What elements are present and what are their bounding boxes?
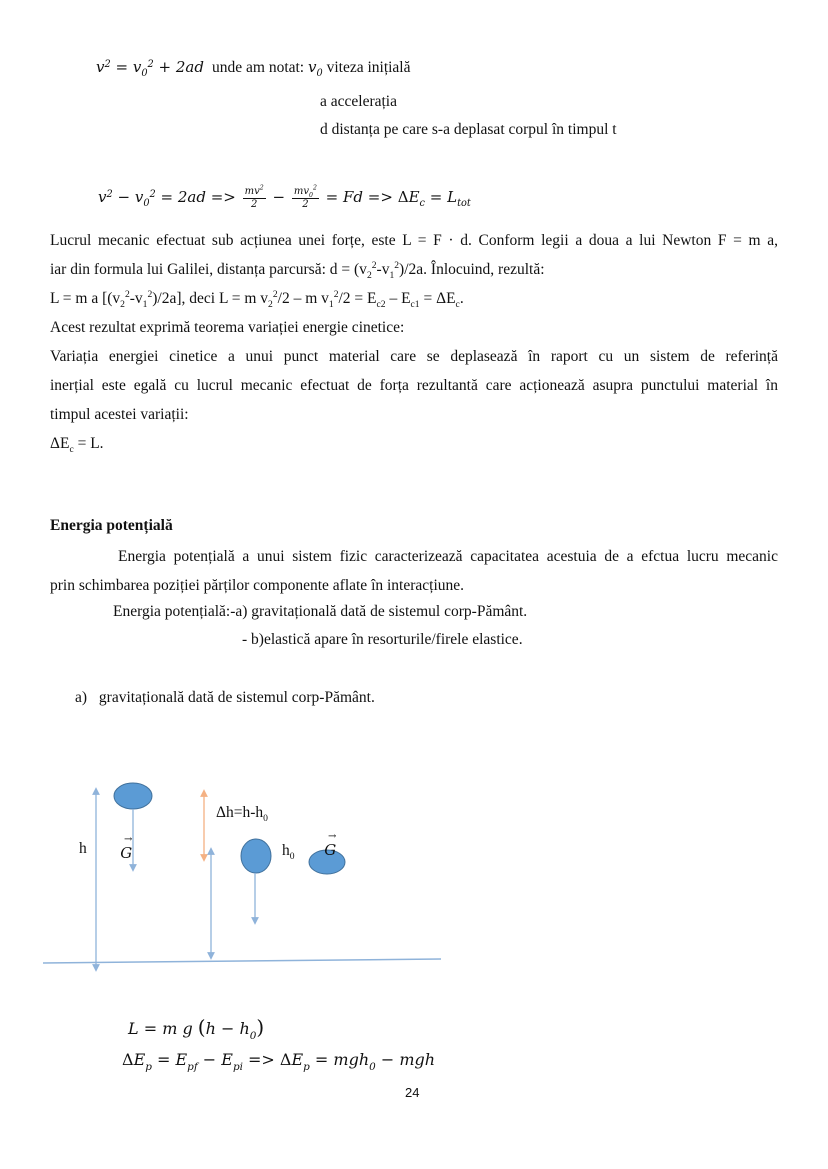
potential-intro-line-1: Energia potențială a unui sistem fizic caracterizează capacitatea acestuia de a efctua lucru mecanic	[118, 548, 778, 565]
ball-initial	[114, 783, 152, 809]
list-item-text: gravitațională dată de sistemul corp-Pământ.	[98, 689, 375, 706]
theorem-line-2: inerțial este egală cu lucrul mecanic efectuat de forța rezultantă care acționează asupra punctului material în	[50, 377, 778, 394]
ball-final	[241, 839, 271, 873]
theorem-line-3: timpul acestei variații:	[50, 406, 189, 423]
label-h: h	[79, 840, 87, 857]
theorem-result: $\Delta E_c = L$.	[50, 435, 104, 456]
notation-distance: d distanța pe care s-a deplasat corpul în timpul t	[320, 121, 617, 138]
equation-work-gravity: L = m g $(h - h_0)$	[128, 1015, 265, 1042]
equation-delta-potential: $\Delta E_p = E_{pf} - E_{pi} => \Delta E_p = mgh_0$ − mgh	[122, 1050, 436, 1073]
work-line-3: L = m a $[(v_2^2-v_1^2)/2a]$, deci L = m $v_2^2/2$ – m $v_1^2/2 = E_{c2} - E_{c1} = \Delta E_c$.	[50, 288, 464, 311]
work-line-4: Acest rezultat exprimă teorema variației energie cinetice:	[50, 319, 405, 336]
label-gravity-vector-2: → G	[324, 831, 337, 859]
list-marker: a)	[75, 689, 88, 706]
equation-v-squared: $v^2 = v_0^2 + 2ad$	[96, 58, 204, 80]
ground-line	[43, 959, 441, 963]
work-line-2: iar din formula lui Galilei, distanța parcursă: $d = (v_2^2-v_1^2)/2a$. Înlocuind, rezultă:	[50, 259, 545, 282]
work-line-1: Lucrul mecanic efectuat sub acțiunea unei forțe, este L = F · d. Conform legii a doua a lui Newton F = m a,	[50, 232, 778, 249]
equation-suffix: unde am notat: $v_0$ viteza inițială	[212, 58, 411, 80]
potential-types-line-2: - b)elastică apare în resorturile/firele elastice.	[242, 631, 523, 648]
potential-types-line-1: Energia potențială:-a) gravitațională dată de sistemul corp-Pământ.	[113, 603, 528, 620]
theorem-line-1: Variația energiei cinetice a unui punct material care se deplasează în raport cu un sistem de referință	[50, 348, 778, 365]
equation-energy-derivation: $v^2 - v_0^2 = 2ad$ => $\frac{mv^2}{2}$ − $\frac{mv_0^2}{2}$ = $Fd => \Delta E_c = L_{tot}$	[98, 184, 471, 210]
potential-intro-line-2: prin schimbarea poziției părților componente aflate în interacțiune.	[50, 577, 465, 594]
notation-acceleration: a accelerația	[320, 93, 397, 110]
label-gravity-vector-1: → G	[120, 834, 133, 862]
label-h0: $h_0$	[282, 842, 295, 863]
section-heading-potential-energy: Energia potențială	[50, 517, 173, 534]
label-delta-h: $\Delta h=h-h_0$	[216, 804, 268, 825]
page-number: 24	[405, 1085, 420, 1100]
